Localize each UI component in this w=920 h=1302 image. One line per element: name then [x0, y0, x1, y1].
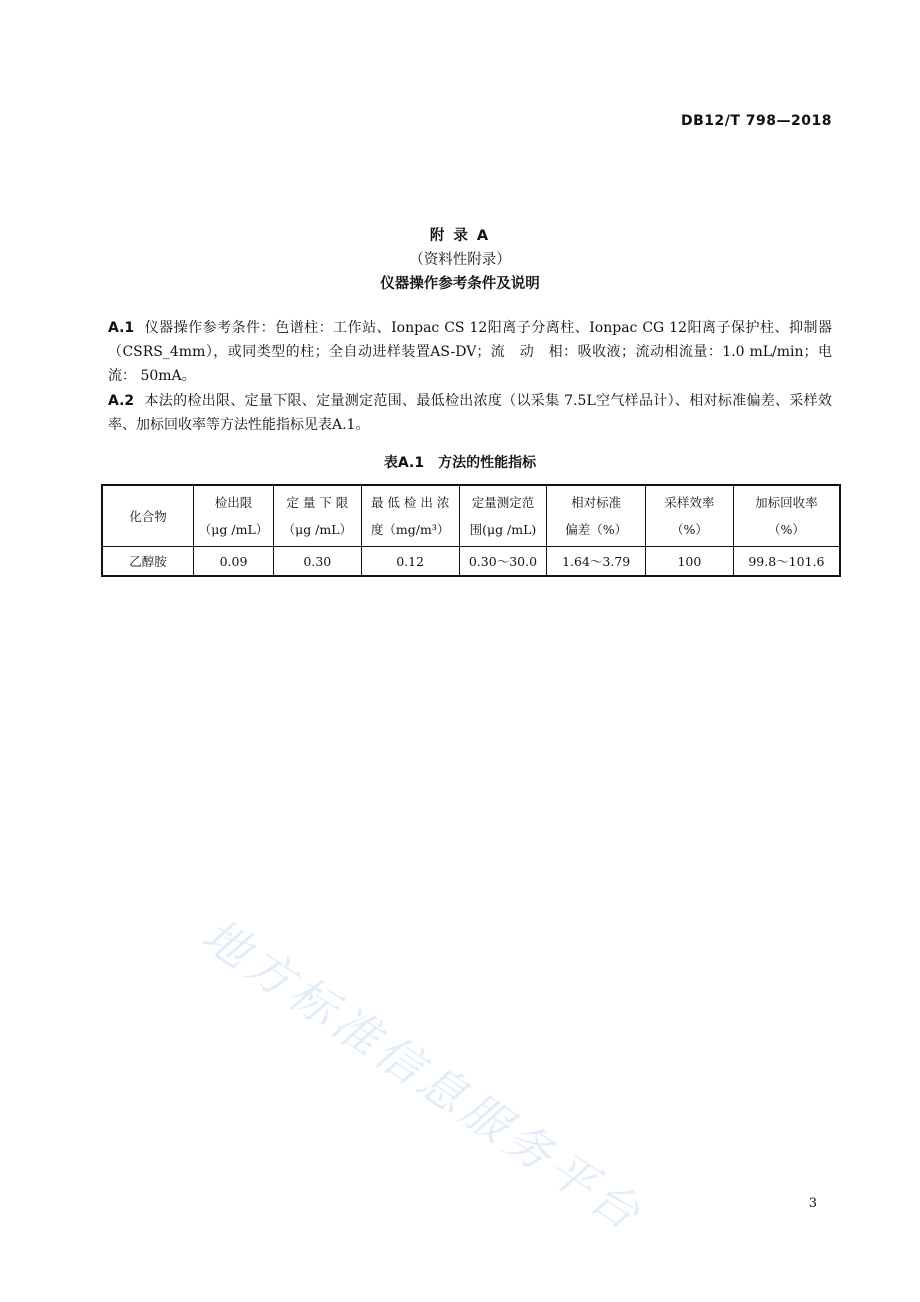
table-cell: 0.12 [361, 547, 459, 577]
clause-number: A.1 [108, 320, 135, 336]
paragraph-a1 [108, 316, 832, 388]
clause-text: 仪器操作参考条件：色谱柱：工作站、Ionpac CS 12阳离子分离柱、Ionpac CG 12阳离子保护柱、抑制器（CSRS_4mm），或同类型的柱；全自动进样装置AS-DV；流 动 相：吸收液；流动相流量：1.0 mL/min；电流： 50mA。 [108, 320, 832, 384]
annex-nature: （资料性附录） [409, 252, 511, 268]
performance-table [101, 484, 841, 577]
header-cell: 检出限 （μg /mL） [194, 485, 274, 547]
paragraph-a2 [108, 389, 832, 437]
annex-label: 附 录 A [429, 228, 491, 244]
table-cell: 99.8～101.6 [733, 547, 840, 577]
table-row [102, 547, 840, 577]
table-title: 表A.1 方法的性能指标 [383, 455, 537, 471]
standard-code: DB12/T 798—2018 [681, 113, 832, 129]
clause-text: 本法的检出限、定量下限、定量测定范围、最低检出浓度（以采集 7.5L空气样品计）、相对标准偏差、采样效率、加标回收率等方法性能指标见表A.1。 [108, 393, 832, 433]
watermark: 地方标准信息服务平台 [192, 907, 655, 1244]
header-cell: 相对标准 偏差（%） [547, 485, 646, 547]
header-cell: 加标回收率 （%） [733, 485, 840, 547]
header-cell: 采样效率 （%） [646, 485, 734, 547]
header-cell: 定 量 下 限 （μg /mL） [273, 485, 361, 547]
table-cell: 0.30 [273, 547, 361, 577]
page-number: 3 [808, 1196, 817, 1211]
table-cell: 乙醇胺 [102, 547, 194, 577]
table-cell: 0.30～30.0 [459, 547, 547, 577]
clause-number: A.2 [108, 393, 135, 409]
table-cell: 0.09 [194, 547, 274, 577]
table-header-row [102, 485, 840, 547]
header-cell: 定量测定范 围(μg /mL) [459, 485, 547, 547]
table-cell: 1.64～3.79 [547, 547, 646, 577]
annex-title: 仪器操作参考条件及说明 [380, 276, 540, 292]
table-cell: 100 [646, 547, 734, 577]
header-cell: 最 低 检 出 浓 度（mg/m³） [361, 485, 459, 547]
header-cell: 化合物 [102, 485, 194, 547]
